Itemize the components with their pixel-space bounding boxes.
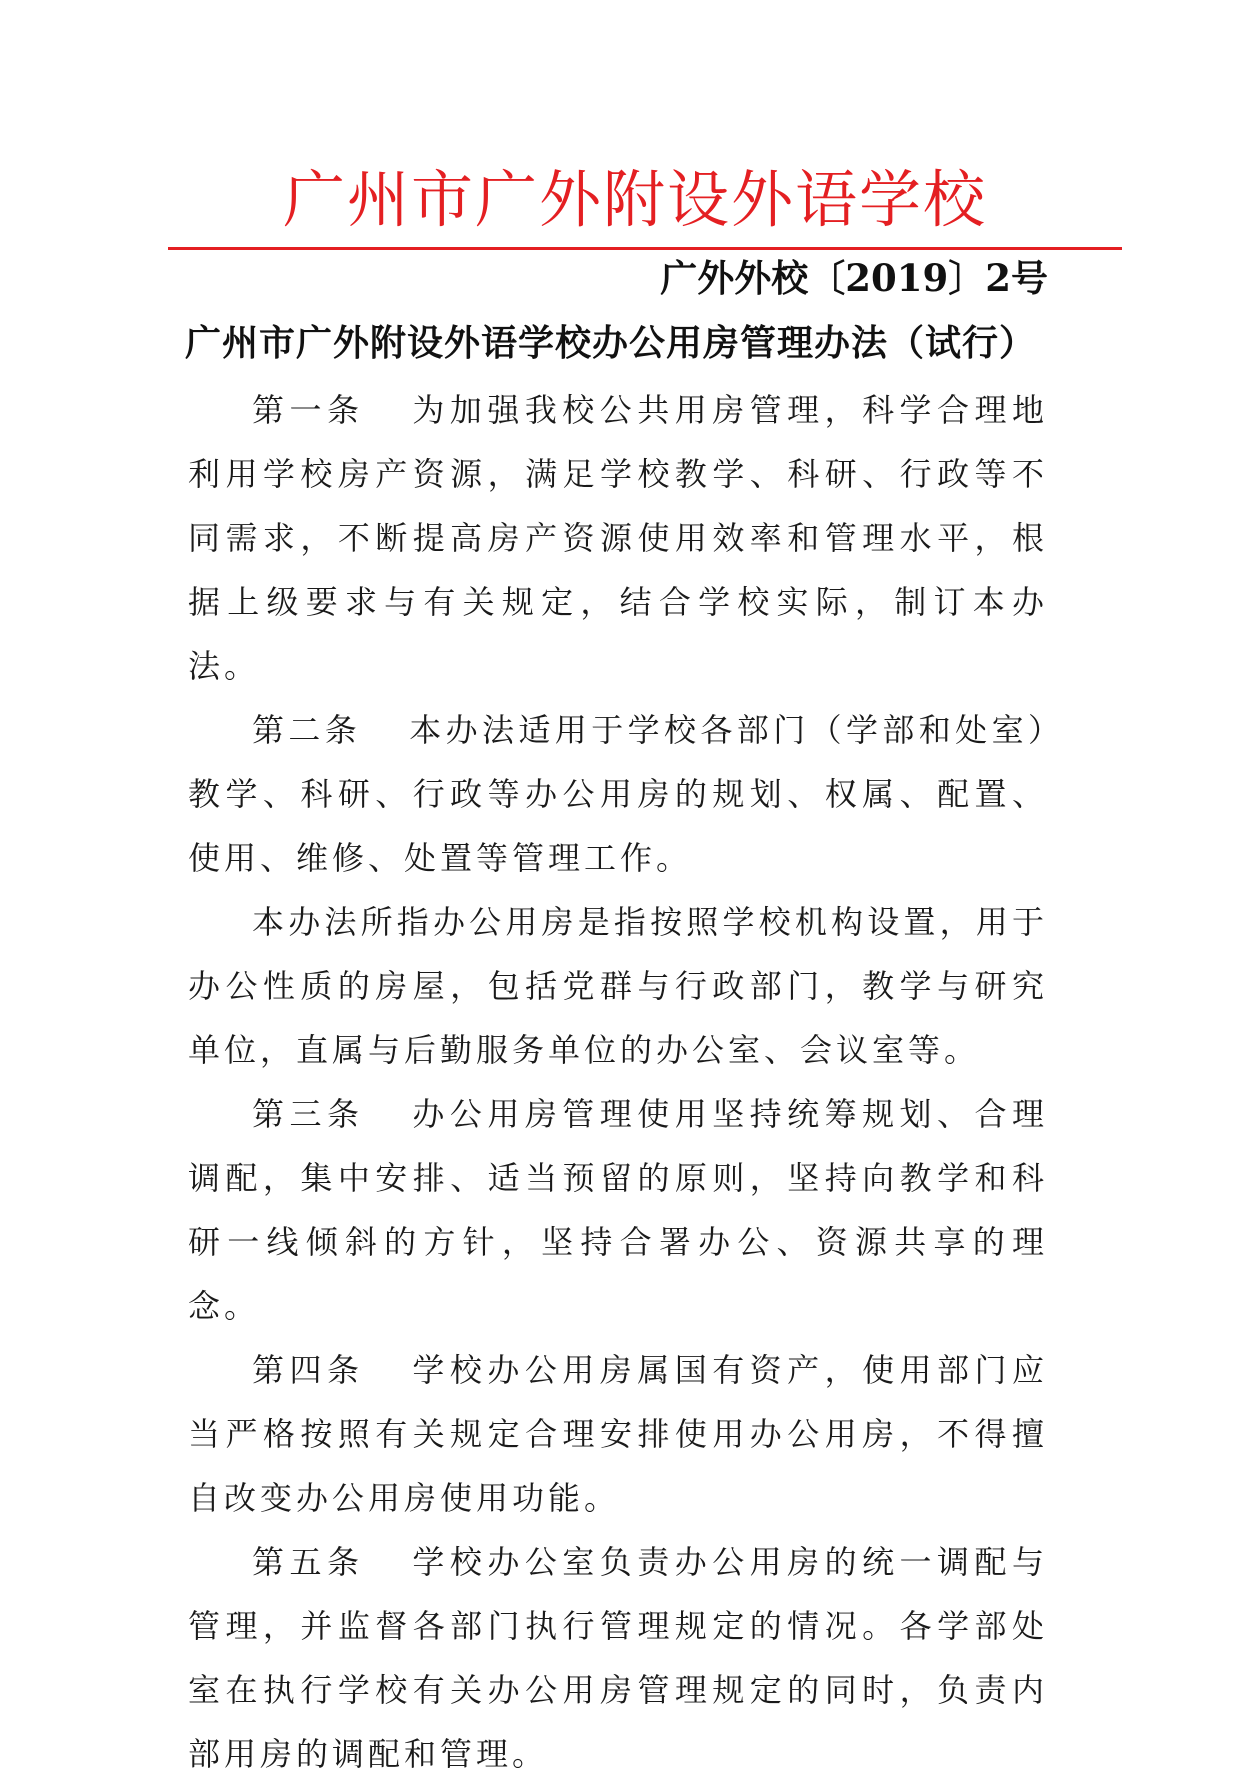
- paragraph-text: 学校办公室负责办公用房的统一调配与管理，并监督各部门执行管理规定的情况。各学部处室在执行学校有关办公用房管理规定的同时，负责内部用房的调配和管理。: [188, 1543, 1048, 1773]
- article-number: 第一条: [252, 391, 365, 429]
- paragraph-article-3: [188, 1082, 1048, 1338]
- paragraph-article-5: [188, 1530, 1048, 1786]
- paragraph-text: 学校办公用房属国有资产，使用部门应当严格按照有关规定合理安排使用办公用房，不得擅自改变办公用房使用功能。: [188, 1351, 1048, 1517]
- document-title: 广州市广外附设外语学校办公用房管理办法（试行）: [185, 323, 1037, 364]
- paragraph-text: 办公用房管理使用坚持统筹规划、合理调配，集中安排、适当预留的原则，坚持向教学和科研一线倾斜的方针，坚持合署办公、资源共享的理念。: [188, 1095, 1048, 1325]
- paragraph-article-2: [188, 698, 1048, 890]
- article-number: 第五条: [252, 1543, 365, 1581]
- paragraph-article-1: [188, 378, 1048, 698]
- document-number: 广外外校〔2019〕2号: [660, 256, 1048, 300]
- org-name-header: 广州市广外附设外语学校: [282, 163, 987, 236]
- article-number: 第二条: [252, 711, 362, 749]
- header-red-rule: [168, 247, 1122, 250]
- paragraph-article-4: [188, 1338, 1048, 1530]
- article-number: 第四条: [252, 1351, 365, 1389]
- document-body: [188, 378, 1048, 1786]
- article-number: 第三条: [252, 1095, 365, 1133]
- paragraph-text: 本办法适用于学校各部门（学部和处室）教学、科研、行政等办公用房的规划、权属、配置、使用、维修、处置等管理工作。: [188, 711, 1048, 877]
- paragraph-text: 本办法所指办公用房是指按照学校机构设置，用于办公性质的房屋，包括党群与行政部门，教学与研究单位，直属与后勤服务单位的办公室、会议室等。: [188, 903, 1048, 1069]
- paragraph-definition: [188, 890, 1048, 1082]
- paragraph-text: 为加强我校公共用房管理，科学合理地利用学校房产资源，满足学校教学、科研、行政等不同需求，不断提高房产资源使用效率和管理水平，根据上级要求与有关规定，结合学校实际，制订本办法。: [188, 391, 1048, 685]
